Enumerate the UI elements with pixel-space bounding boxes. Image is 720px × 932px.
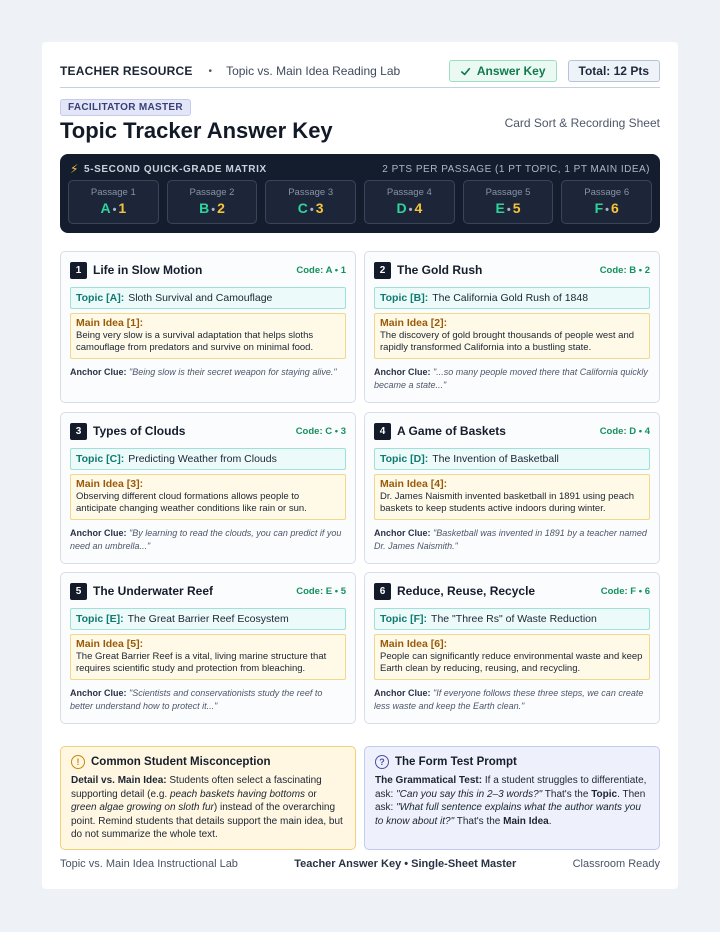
main-idea-label: Main Idea [2]: bbox=[380, 317, 448, 329]
page-subtitle: Card Sort & Recording Sheet bbox=[504, 116, 660, 130]
anchor-clue bbox=[70, 527, 346, 553]
main-idea-box bbox=[70, 313, 346, 359]
matrix-cell-letter: B bbox=[199, 200, 210, 216]
header-separator: • bbox=[208, 65, 213, 77]
matrix-cell bbox=[265, 180, 356, 224]
main-idea-box bbox=[374, 474, 650, 520]
matrix-cell-sep: • bbox=[408, 204, 413, 216]
matrix-cell-number: 1 bbox=[118, 200, 127, 216]
main-idea-text: The discovery of gold brought thousands of people west and rapidly transformed California into a bustling state. bbox=[380, 330, 635, 353]
form-test-text-part: If a student struggles to differentiate, ask: bbox=[375, 775, 647, 800]
passage-card bbox=[60, 572, 356, 724]
anchor-clue bbox=[374, 366, 650, 392]
anchor-text: "...so many people moved there that California quickly became a state..." bbox=[374, 367, 648, 390]
matrix-points-note: 2 PTS PER PASSAGE (1 PT TOPIC, 1 PT MAIN IDEA) bbox=[382, 163, 650, 175]
passage-code: Code: F • 6 bbox=[600, 585, 650, 597]
total-points-badge: Total: 12 Pts bbox=[568, 60, 660, 82]
passage-number: 5 bbox=[70, 583, 87, 600]
passage-code: Code: C • 3 bbox=[295, 425, 346, 437]
matrix-cell-sep: • bbox=[112, 204, 117, 216]
topic-value: The "Three Rs" of Waste Reduction bbox=[431, 613, 597, 625]
main-idea-text: Observing different cloud formations allows people to anticipate changing weather conditions like rain or sun. bbox=[76, 491, 307, 514]
topic-label: Topic [D]: bbox=[380, 453, 429, 465]
form-test-question: "What full sentence explains what the author wants you to know about it?" bbox=[375, 802, 641, 827]
misconception-text bbox=[71, 774, 345, 842]
anchor-clue bbox=[70, 366, 346, 379]
misconception-text-part: ) instead of the overarching point. Remind students that details support the main idea, but do not summarize the whole text. bbox=[71, 802, 343, 840]
anchor-label: Anchor Clue: bbox=[70, 367, 127, 377]
topic-value: The Invention of Basketball bbox=[432, 453, 559, 465]
passage-title: Reduce, Reuse, Recycle bbox=[397, 584, 536, 598]
form-test-text-part: That's the bbox=[542, 788, 592, 800]
matrix-cell-letter: F bbox=[594, 200, 604, 216]
matrix-cell-letter: C bbox=[297, 200, 308, 216]
main-idea-box bbox=[70, 474, 346, 520]
matrix-cell-label: Passage 3 bbox=[288, 187, 334, 198]
quick-grade-matrix bbox=[60, 154, 660, 233]
passage-code: Code: E • 5 bbox=[296, 585, 346, 597]
matrix-cell-number: 5 bbox=[512, 200, 521, 216]
topic-label: Topic [F]: bbox=[380, 613, 428, 625]
anchor-text: "Being slow is their secret weapon for staying alive." bbox=[129, 367, 337, 377]
matrix-cell bbox=[364, 180, 455, 224]
footer-right: Classroom Ready bbox=[572, 858, 660, 870]
form-test-keyword: Topic bbox=[591, 788, 618, 800]
passage-code: Code: D • 4 bbox=[599, 425, 650, 437]
matrix-cell-sep: • bbox=[211, 204, 216, 216]
passage-number: 4 bbox=[374, 423, 391, 440]
passage-title: Life in Slow Motion bbox=[93, 263, 203, 277]
anchor-clue bbox=[374, 527, 650, 553]
brand-label: TEACHER RESOURCE bbox=[60, 64, 193, 78]
bolt-icon: ⚡ bbox=[70, 162, 80, 176]
misconception-lead: Detail vs. Main Idea: bbox=[71, 775, 167, 786]
anchor-label: Anchor Clue: bbox=[374, 688, 431, 698]
footer-center: Teacher Answer Key • Single-Sheet Master bbox=[294, 858, 517, 870]
main-idea-text: The Great Barrier Reef is a vital, living marine structure that requires scientific study and protection from bleaching. bbox=[76, 651, 327, 674]
matrix-cell-label: Passage 2 bbox=[189, 187, 235, 198]
topic-box bbox=[70, 448, 346, 470]
help-icon: ? bbox=[375, 755, 389, 769]
matrix-cell-label: Passage 5 bbox=[485, 187, 531, 198]
matrix-cells bbox=[68, 180, 652, 224]
matrix-cell-number: 2 bbox=[217, 200, 225, 216]
matrix-cell-label: Passage 4 bbox=[386, 187, 432, 198]
form-test-lead: The Grammatical Test: bbox=[375, 775, 483, 786]
matrix-cell-letter: E bbox=[495, 200, 505, 216]
misconception-text-part: Students often select a fascinating supporting detail (e.g. bbox=[71, 775, 322, 800]
footer-left: Topic vs. Main Idea Instructional Lab bbox=[60, 858, 238, 870]
answer-key-sheet bbox=[42, 42, 678, 889]
matrix-cell bbox=[463, 180, 554, 224]
topic-box bbox=[374, 287, 650, 309]
answer-key-badge bbox=[449, 60, 557, 82]
passage-card bbox=[364, 412, 660, 564]
header-divider bbox=[60, 87, 660, 88]
misconception-box bbox=[60, 746, 356, 850]
anchor-label: Anchor Clue: bbox=[374, 367, 431, 377]
passage-title: The Underwater Reef bbox=[93, 584, 214, 598]
matrix-cell-sep: • bbox=[309, 204, 314, 216]
matrix-cell-sep: • bbox=[506, 204, 511, 216]
anchor-text: "Basketball was invented in 1891 by a teacher named Dr. James Naismith." bbox=[374, 528, 647, 551]
main-idea-box bbox=[374, 634, 650, 680]
topic-box bbox=[70, 608, 346, 630]
passage-code: Code: A • 1 bbox=[296, 264, 346, 276]
main-idea-box bbox=[374, 313, 650, 359]
answer-key-label: Answer Key bbox=[476, 64, 546, 78]
main-idea-label: Main Idea [3]: bbox=[76, 478, 144, 490]
main-idea-text: People can significantly reduce environmental waste and keep Earth clean by reducing, reusing, and recycling. bbox=[380, 651, 643, 674]
misconception-example: peach baskets having bottoms bbox=[169, 788, 306, 800]
topic-value: The California Gold Rush of 1848 bbox=[432, 292, 589, 304]
form-test-text bbox=[375, 774, 649, 828]
topic-label: Topic [A]: bbox=[76, 292, 125, 304]
matrix-cell bbox=[68, 180, 159, 224]
topic-label: Topic [B]: bbox=[380, 292, 429, 304]
form-test-text-part: . bbox=[548, 815, 552, 827]
matrix-cell-label: Passage 6 bbox=[584, 187, 630, 198]
main-idea-label: Main Idea [1]: bbox=[76, 317, 144, 329]
topic-label: Topic [E]: bbox=[76, 613, 124, 625]
header-subtitle: Topic vs. Main Idea Reading Lab bbox=[226, 64, 401, 78]
anchor-label: Anchor Clue: bbox=[70, 688, 127, 698]
misconception-title: Common Student Misconception bbox=[91, 756, 271, 768]
topic-box bbox=[374, 448, 650, 470]
warning-icon: ! bbox=[71, 755, 85, 769]
matrix-cell-sep: • bbox=[605, 204, 609, 216]
footer bbox=[60, 858, 660, 870]
passage-title: The Gold Rush bbox=[397, 263, 483, 277]
topic-value: Predicting Weather from Clouds bbox=[128, 453, 277, 465]
matrix-cell-letter: D bbox=[396, 200, 407, 216]
passage-number: 6 bbox=[374, 583, 391, 600]
passage-number: 1 bbox=[70, 262, 87, 279]
passage-number: 2 bbox=[374, 262, 391, 279]
passage-card bbox=[60, 412, 356, 564]
topic-label: Topic [C]: bbox=[76, 453, 125, 465]
passage-title: A Game of Baskets bbox=[397, 424, 506, 438]
matrix-cell-letter: A bbox=[100, 200, 111, 216]
passage-number: 3 bbox=[70, 423, 87, 440]
form-test-question: "Can you say this in 2–3 words?" bbox=[396, 788, 543, 800]
anchor-text: "If everyone follows these three steps, we can create less waste and keep the Earth clean." bbox=[374, 688, 644, 711]
matrix-header bbox=[70, 162, 650, 176]
main-idea-text: Dr. James Naismith invented basketball in 1891 using peach baskets to keep students active indoors during winter. bbox=[380, 491, 635, 514]
facilitator-badge: FACILITATOR MASTER bbox=[60, 99, 191, 116]
main-idea-box bbox=[70, 634, 346, 680]
matrix-cell-number: 6 bbox=[611, 200, 619, 216]
header bbox=[60, 58, 660, 84]
passage-card bbox=[364, 251, 660, 403]
anchor-label: Anchor Clue: bbox=[70, 528, 127, 538]
matrix-cell-number: 4 bbox=[414, 200, 423, 216]
anchor-clue bbox=[70, 687, 346, 713]
anchor-label: Anchor Clue: bbox=[374, 528, 431, 538]
check-icon bbox=[460, 66, 471, 77]
anchor-text: "Scientists and conservationists study the reef to better understand how to protect it..." bbox=[70, 688, 323, 711]
matrix-cell bbox=[167, 180, 258, 224]
misconception-example: green algae growing on sloth fur bbox=[71, 802, 214, 813]
form-test-text-part: That's the bbox=[454, 815, 504, 827]
matrix-cell bbox=[561, 180, 652, 224]
main-idea-text: Being very slow is a survival adaptation that helps sloths camouflage from predators and survive on minimal food. bbox=[76, 330, 314, 353]
page-title: Topic Tracker Answer Key bbox=[60, 118, 333, 143]
topic-value: The Great Barrier Reef Ecosystem bbox=[127, 613, 289, 625]
matrix-cell-number: 3 bbox=[315, 200, 324, 216]
topic-box bbox=[70, 287, 346, 309]
form-test-title: The Form Test Prompt bbox=[395, 756, 517, 768]
main-idea-label: Main Idea [5]: bbox=[76, 638, 144, 650]
topic-box bbox=[374, 608, 650, 630]
main-idea-label: Main Idea [6]: bbox=[380, 638, 448, 650]
passage-card bbox=[60, 251, 356, 403]
matrix-cell-label: Passage 1 bbox=[90, 187, 136, 198]
matrix-heading: 5-SECOND QUICK-GRADE MATRIX bbox=[84, 163, 267, 175]
passage-card bbox=[364, 572, 660, 724]
main-idea-label: Main Idea [4]: bbox=[380, 478, 448, 490]
topic-value: Sloth Survival and Camouflage bbox=[128, 292, 273, 304]
form-test-text-part: . Then ask: bbox=[375, 788, 646, 813]
anchor-clue bbox=[374, 687, 650, 713]
form-test-keyword: Main Idea bbox=[503, 815, 549, 827]
passage-code: Code: B • 2 bbox=[599, 264, 650, 276]
misconception-text-part: or bbox=[305, 788, 317, 800]
passage-title: Types of Clouds bbox=[93, 424, 186, 438]
anchor-text: "By learning to read the clouds, you can predict if you need an umbrella..." bbox=[70, 528, 342, 551]
form-test-box bbox=[364, 746, 660, 850]
